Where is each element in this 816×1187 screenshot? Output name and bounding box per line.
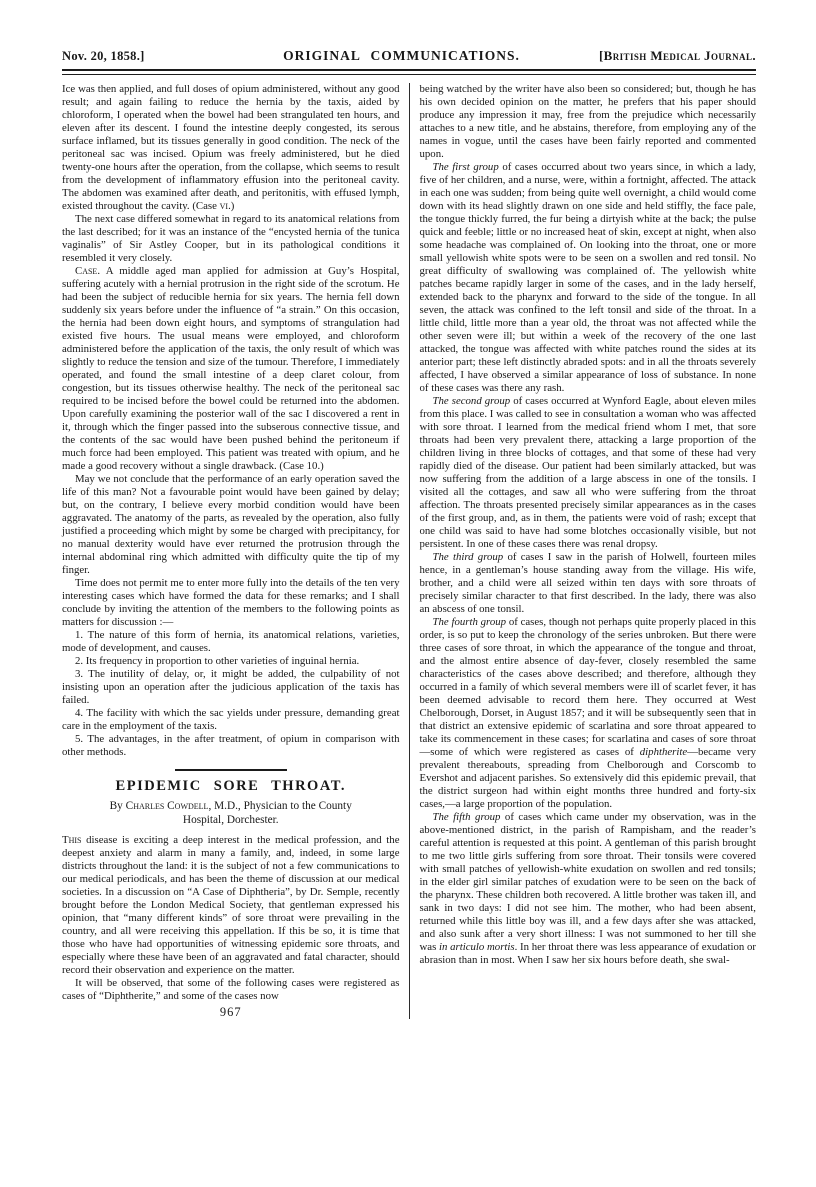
text-segment: 4. The facility with which the sac yields under pressure, demanding great care in the employment of the taxis. (62, 707, 400, 732)
italic-text: diphtherite (639, 746, 688, 758)
paragraph (62, 707, 400, 733)
page-header (62, 48, 756, 64)
paragraph (420, 83, 757, 161)
header-rule (62, 69, 756, 75)
paragraph (420, 811, 757, 967)
text-segment: —became very prevalent thereabouts, spreading from Chelborough and Corscomb to Evershot and adjacent parishes. So extensively did this epidemic prevail, that the district surgeon had within eight months three hundred and forty-six cases,—a large proportion of the population. (419, 746, 756, 810)
small-caps-text: vi (219, 200, 229, 212)
article-byline-line2: Hospital, Dorchester. (182, 814, 279, 826)
paragraph (62, 977, 400, 1003)
section-divider-rule (175, 769, 287, 771)
paragraph (62, 655, 400, 668)
text-segment: 5. The advantages, in the after treatment, of opium in comparison with other methods. (62, 733, 400, 758)
text-segment: being watched by the writer have also been so considered; but, though he has his own decided opinion on the matter, he prefers that his paper should produce any impression it may, free from the prejudice which necessarily attaches to a new title, and he abstains, therefore, from employing any of the names in vogue, until the cases have been fairly reported and commented upon. (419, 83, 756, 160)
text-segment: of cases occurred about two years since, in which a lady, five of her children, and a nurse, were, within a fortnight, affected. The attack in each one was sudden; from being quite well overnight, a child would come down with its head slightly drawn on one side and held stiffly, the face pale, the tongue thickly furred, the fur being a dirtyish white at the back; the pulse quick and feeble; little or no increased heat of skin, except at night, when also some headache was complained of. On looking into the throat, one or more small yellowish white spots were to be seen on a swollen and red tonsil. No great difficulty of swallowing was complained of. The yellowish white patches became rapidly larger in some of the cases, and in the lady herself, extended back to the pharynx and forward to the side of the tongue. In all seven, the attack was confined to the left tonsil and side of the throat. In a little child, little more than a year old, the throat was not affected while the other seven were ill; but within a week of the recovery of the one last attacked, the tongue was affected with white patches round the sides at its anterior part; these left distinctly abraded spots: and in all the throats severely affected, I have observed a similar appearance of loss of substance. In none of these cases was there any rash. (419, 161, 756, 394)
paragraph (62, 834, 400, 977)
left-column-part2 (62, 834, 400, 1003)
paragraph (62, 213, 400, 265)
italic-text: The second group (432, 395, 511, 407)
paragraph (420, 551, 757, 616)
small-caps-text: This (62, 834, 82, 846)
header-date: Nov. 20, 1858.] (62, 49, 145, 63)
paragraph (62, 83, 400, 213)
paragraph (62, 733, 400, 759)
text-segment: of cases, though not perhaps quite properly placed in this order, is so put to keep the chronology of the series unbroken. But there were three cases of sore throat, in which the appearance of the tongue and throat, and the almost entire absence of day-fever, closely resembled the same characteristics of the cases above described; and therefore, although they occurred in a family of which several members were ill of scarlet fever, it has been deemed advisable to record them here. They occurred at West Chelborough, Dorset, in August 1857; and it will be subsequently seen that in that district an extensive epidemic of scarlatina and sore throat appeared to take its commencement in these cases; for scarlatina and cases of sore throat—some of which were registered as cases of (419, 616, 756, 758)
left-column-part1 (62, 83, 400, 759)
text-segment: . In her throat there was less appearance of exudation or abrasion than in most. When I saw her six hours before death, she swal- (419, 941, 756, 966)
text-segment: Ice was then applied, and full doses of opium administered, without any good result; and again failing to reduce the hernia by the taxis, aided by chloroform, I operated when the bowel had been strangulated ten hours, and eleven after its descent. I found the intestine deeply congested, its serous surface inflamed, but its tissues generally in good condition. The neck of the peritoneal sac was incised. Opium was freely administered, but he died twenty-one hours after the operation, from the collapse, which seems to result from the development of inflammatory effusion into the peritoneal cavity. The abdomen was examined after death, and peritonitis, with effused lymph, existed throughout the cavity. (Case (62, 83, 400, 212)
paragraph (62, 577, 400, 629)
text-segment: A middle aged man applied for admission at Guy’s Hospital, suffering acutely with a hernial protrusion in the right side of the scrotum. He had been the subject of reducible hernia for six years. The hernia fell down suddenly six years before under the influence of “a strain.” On this occasion, the hernia had been down eight hours, and symptoms of strangulation had existed five hours. The usual means were employed, and chloroform administered before the application of the taxis, the only result of which was slightly to reduce the tension and size of the tumour. Therefore, I immediately operated, and found the small intestine of a deep claret colour, from congestion, but its tissues otherwise healthy. The neck of the peritoneal sac required to be incised before the bowel could be returned into the abdomen. Upon carefully examining the posterior wall of the sac I discovered a rent in it, through which the finger passed into the subserous connective tissue, and the contents of the sac would have been pushed behind the peritoneum if much force had been employed. This patient was treated with opium, and he made a good recovery without a single drawback. (Case 10.) (62, 265, 400, 472)
text-segment: , M.D., Physician to the County (208, 800, 352, 812)
text-segment: Time does not permit me to enter more fully into the details of the ten very interesting cases which have formed the data for these remarks; and I shall conclude by inviting the attention of the members to the following points as matters for discussion :— (62, 577, 400, 628)
text-segment: disease is exciting a deep interest in the medical profession, and the deepest anxiety and alarm in many a family, and, indeed, in some large districts throughout the land: it is the subject of not a few communications to our medical periodicals, and has been the theme of discussion at our medical societies. In a discussion on “A Case of Diphtheria”, by Dr. Semple, recently brought before the London Medical Society, that gentleman expressed his opinion, that “many different kinds” of sore throat were prevailing in the country, and all were receiving this appellation. If this be so, it is time that those who have had opportunities of witnessing epidemic sore throats, and especially where these have been of an aggravated and fatal character, should record their observation and experience on the matter. (62, 834, 400, 976)
article-byline (62, 799, 400, 827)
paragraph (420, 161, 757, 395)
small-caps-text: Charles Cowdell (125, 800, 209, 812)
header-section-title: ORIGINAL COMMUNICATIONS. (283, 48, 520, 63)
italic-text: The fourth group (432, 616, 507, 628)
italic-text: in articulo mortis (439, 941, 515, 953)
text-segment: By (109, 800, 126, 812)
italic-text: The first group (432, 161, 499, 173)
left-column (62, 83, 410, 1019)
italic-text: The fifth group (432, 811, 501, 823)
paragraph (62, 629, 400, 655)
italic-text: The third group (432, 551, 504, 563)
page-number: 967 (219, 1005, 242, 1019)
text-segment: 1. The nature of this form of hernia, its anatomical relations, varieties, mode of development, and causes. (62, 629, 400, 654)
text-segment: .) (228, 200, 235, 212)
text-segment: of cases occurred at Wynford Eagle, about eleven miles from this place. I was called to see in consultation a woman who was affected with sore throat. I learned from the medical friend whom I met, that sore throats had been very prevalent there, attacking a large proportion of the children living in three blocks of cottages, and that some of these had very rapidly died of the disease. Our patient had been similarly attacked, but was now suffering from the addition of a large abscess in one of the tonsils. I visited all the cottages, and saw all who were suffering from the throat affection. The throats presented precisely similar appearances as in the cases of the first group, and, as in them, the patients were void of rash; except that one child was said to have had some blotches occasionally visible, but not persistent. In one of these cases there was renal dropsy. (419, 395, 756, 550)
small-caps-text: Case. (75, 265, 101, 277)
text-segment: 2. Its frequency in proportion to other varieties of inguinal hernia. (75, 655, 360, 667)
right-column-text (420, 83, 757, 967)
text-segment: of cases I saw in the parish of Holwell, fourteen miles hence, in a gentleman’s house standing away from the village. His wife, brother, and a child were all seized within ten days with sore throats of precisely similar character to that first described. In the lady, there was also an abscess of one tonsil. (419, 551, 756, 615)
paragraph (62, 473, 400, 577)
text-segment: It will be observed, that some of the following cases were registered as cases of “Diphtherite,” and some of the cases now (62, 977, 400, 1002)
text-segment: of cases which came under my observation, was in the above-mentioned district, in the parish of Rampisham, and the reader’s careful attention is requested at this point. A gentleman of this parish brought to me two little girls suffering from sore throat. Their tonsils were covered with small patches of yellowish-white exudation on swollen and red tonsils; in the elder girl similar patches of exudation were to be seen on the back of the pharynx. These children both recovered. A little brother was taken ill, and sank in two days: I did not see him. The mother, who had been absent, returned while this little boy was ill, and a few days after she was attacked, and also sunk after a very short illness: I was not summoned to her till she was (419, 811, 756, 953)
right-column (410, 83, 757, 1019)
header-journal-name: [British Medical Journal. (598, 48, 756, 63)
paragraph (62, 265, 400, 473)
text-segment: The next case differed somewhat in regard to its anatomical relations from the last described; for it was an instance of the “encysted hernia of the tunica vaginalis” of Sir Astley Cooper, but in its pathological conditions it resembled it very closely. (62, 213, 400, 264)
text-segment: 3. The inutility of delay, or, it might be added, the culpability of not insisting upon an operation after the judicious application of the taxis has failed. (62, 668, 400, 706)
paragraph (62, 668, 400, 707)
text-segment: May we not conclude that the performance of an early operation saved the life of this man? Not a favourable point would have been gained by delay; but, on the contrary, I believe every morbid condition would have been aggravated. The anatomy of the parts, as revealed by the operation, also fully justified a proceeding which might by some be charged with precipitancy, for no manual dexterity would have ever returned the protrusion through the internal abdominal ring which admitted with difficulty quite the tip of my finger. (62, 473, 400, 576)
text-columns (62, 83, 756, 1019)
article-title: EPIDEMIC SORE THROAT. (115, 778, 346, 794)
article-byline-line1 (62, 799, 400, 813)
paragraph (420, 395, 757, 551)
paragraph (420, 616, 757, 811)
